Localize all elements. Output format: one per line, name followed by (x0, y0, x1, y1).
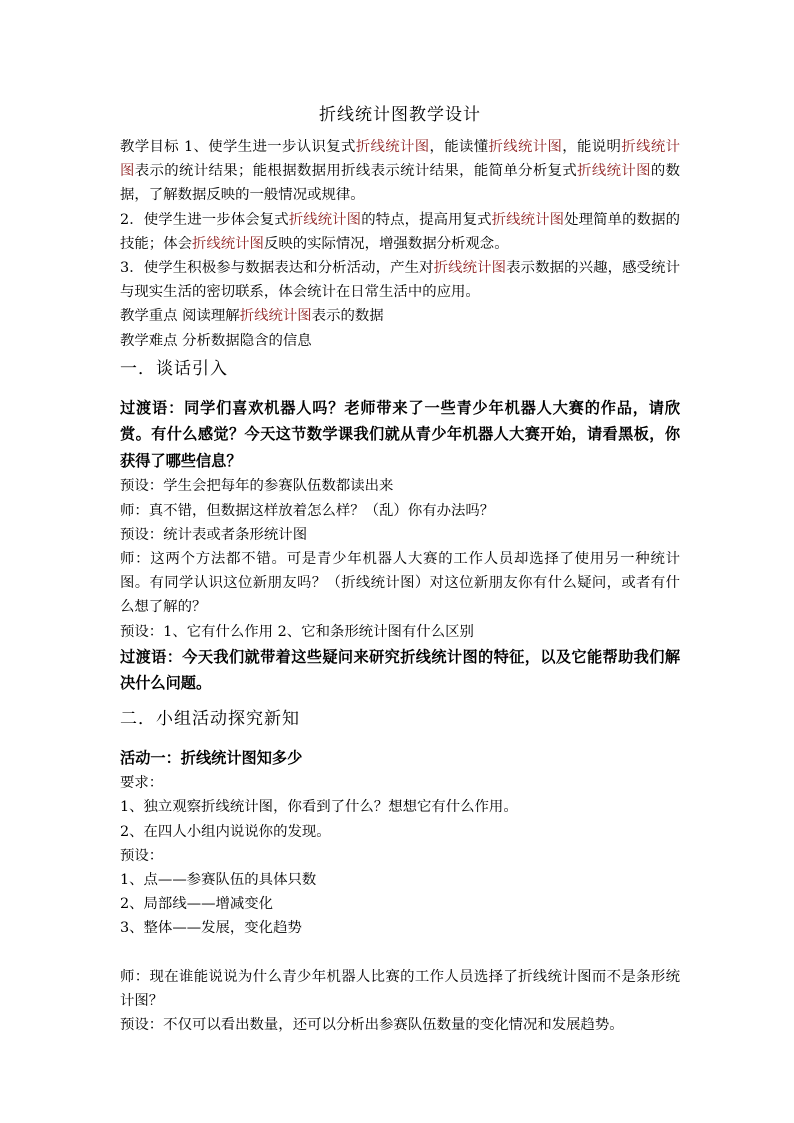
teacher-line-1: 师：真不错，但数据这样放着怎么样？（乱）你有办法吗？ (120, 502, 495, 519)
keyword-run: 折线统计图 (577, 163, 651, 180)
preset-line-3: 预设：1、它有什么作用 2、它和条形统计图有什么区别 (120, 623, 474, 640)
text-run: 的数据，了解数据反映的一般情况或规律。 (120, 163, 680, 204)
teacher-line-3: 师：现在谁能说说为什么青少年机器人比赛的工作人员选择了折线统计图而不是条形统计图？ (120, 968, 680, 1009)
preset-line-2: 预设：统计表或者条形统计图 (120, 526, 308, 543)
keyword-run: 折线统计图 (355, 139, 430, 155)
transition-paragraph-1: 过渡语：同学们喜欢机器人吗？老师带来了一些青少年机器人大赛的作品，请欣赏。有什么感觉？今天这节数学课我们就从青少年机器人大赛开始，请看黑板，你获得了哪些信息？ (120, 398, 680, 470)
keyword-run: 折线统计图 (120, 139, 680, 180)
section-heading-2: 二．小组活动探究新知 (120, 708, 300, 729)
requirements-label: 要求： (120, 775, 164, 792)
keyword-run: 折线统计图 (433, 260, 507, 277)
text-run: 教学目标 1、使学生进一步认识复式 (120, 139, 356, 155)
requirement-item: 1、独立观察折线统计图，你看到了什么？想想它有什么作用。 (120, 799, 518, 816)
preset-label: 预设： (120, 847, 164, 864)
keyword-run: 折线统计图 (491, 211, 565, 228)
text-run: 教学重点 阅读理解 (120, 308, 240, 325)
preset-item: 1、点——参赛队伍的具体只数 (120, 872, 317, 889)
document-page (120, 102, 680, 1037)
text-run: 的特点，提高用复式 (361, 211, 492, 228)
preset-item: 3、整体——发展，变化趋势 (120, 920, 302, 937)
preset-item: 2、局部线——增减变化 (120, 896, 274, 913)
text-run: ，能读懂 (429, 139, 489, 155)
transition-paragraph-2: 过渡语：今天我们就带着这些疑问来研究折线统计图的特征，以及它能帮助我们解决什么问题。 (120, 647, 680, 693)
activity-title: 活动一：折线统计图知多少 (120, 748, 303, 767)
document-title: 折线统计图教学设计 (319, 105, 481, 125)
objective-paragraph-1 (120, 135, 680, 208)
preset-line-1: 预设：学生会把每年的参赛队伍数都读出来 (120, 478, 394, 495)
objective-paragraph-3 (120, 256, 680, 304)
objective-paragraph-2 (120, 208, 680, 256)
keyword-run: 折线统计图 (488, 139, 563, 155)
text-run: 表示的统计结果；能根据数据用折线表示统计结果，能简单分析复式 (134, 163, 578, 180)
text-run: 表示的数据 (311, 308, 384, 325)
text-run: 2．使学生进一步体会复式 (120, 211, 289, 228)
requirement-item: 2、在四人小组内说说你的发现。 (120, 823, 331, 840)
difficulty-point: 教学难点 分析数据隐含的信息 (120, 332, 312, 349)
section-heading-1: 一．谈话引入 (120, 358, 228, 379)
text-run: 处理简单的数据的技能；体会 (120, 211, 680, 252)
text-run: 3．使学生积极参与数据表达和分析活动，产生对 (120, 260, 434, 277)
text-run: ，能说明 (562, 139, 622, 155)
keyword-run: 折线统计图 (191, 235, 264, 252)
text-run: 表示数据的兴趣，感受统计与现实生活的密切联系，体会统计在日常生活中的应用。 (120, 260, 680, 301)
keyword-run: 折线统计图 (239, 308, 312, 325)
text-run: 反映的实际情况，增强数据分析观念。 (263, 235, 509, 252)
key-point (120, 304, 680, 328)
teacher-line-2: 师：这两个方法都不错。可是青少年机器人大赛的工作人员却选择了使用另一种统计图。有同学认识这位新朋友吗？（折线统计图）对这位新朋友你有什么疑问，或者有什么想了解的？ (120, 550, 680, 616)
keyword-run: 折线统计图 (288, 211, 362, 228)
preset-line-4: 预设：不仅可以看出数量，还可以分析出参赛队伍数量的变化情况和发展趋势。 (120, 1017, 624, 1034)
blank-line (120, 941, 680, 965)
